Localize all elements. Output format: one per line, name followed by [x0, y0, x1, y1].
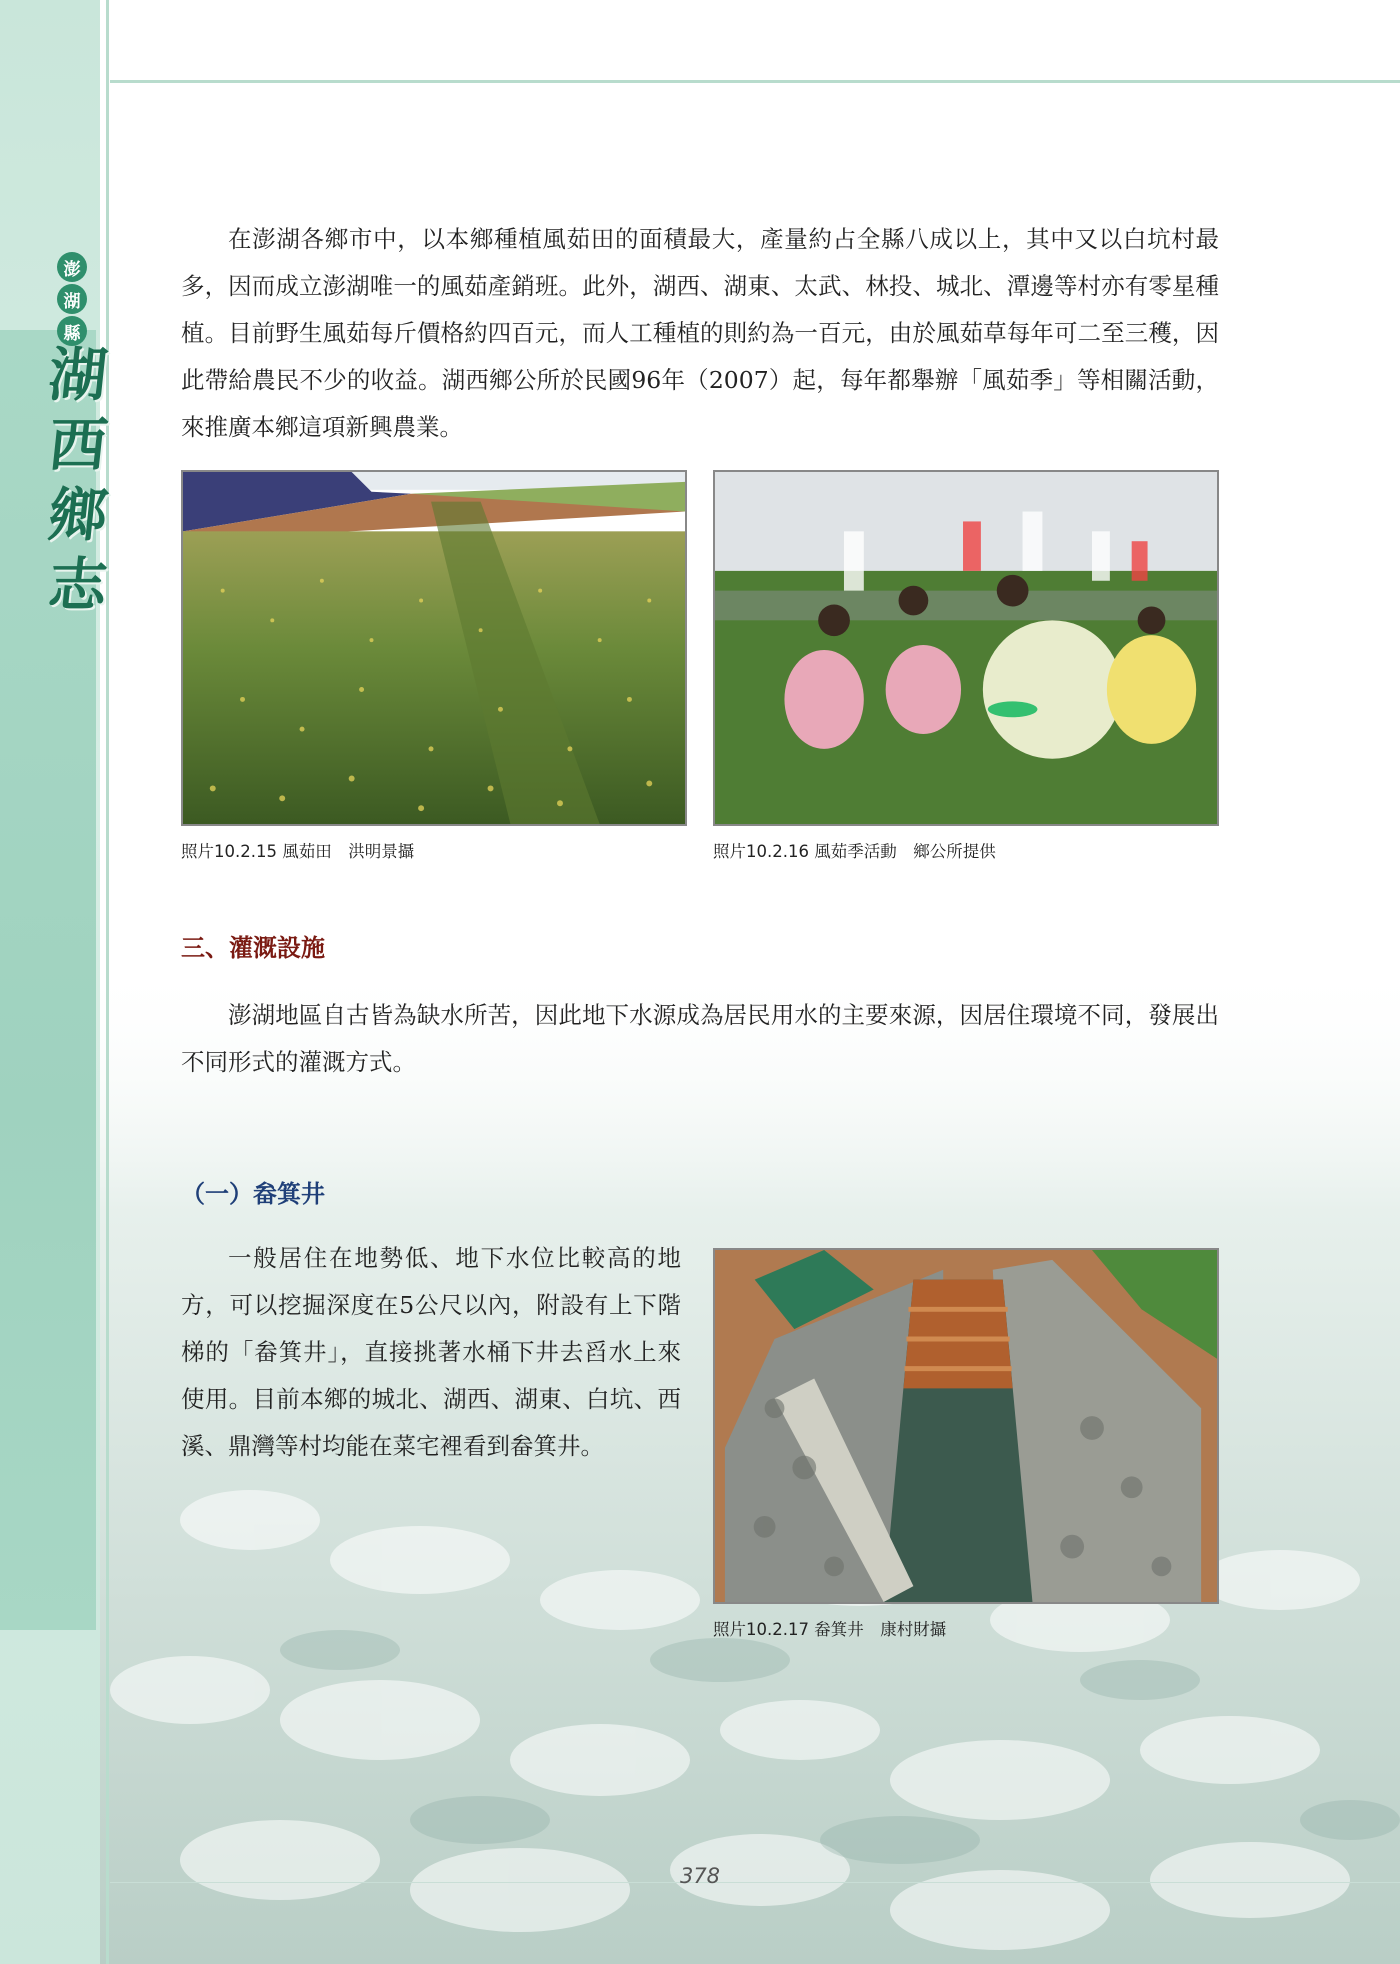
footer-rule [110, 1882, 1400, 1883]
book-title-char: 志 [45, 551, 111, 619]
county-name [57, 252, 91, 346]
book-title-char: 西 [45, 411, 111, 479]
county-char: 湖 [57, 284, 87, 314]
well-paragraph: 一般居住在地勢低、地下水位比較高的地方，可以挖掘深度在5公尺以內，附設有上下階梯的「畚箕井」，直接挑著水桶下井去舀水上來使用。目前本鄉的城北、湖西、湖東、白坑、西溪、鼎灣等村均能在菜宅裡看到畚箕井。 [181, 1244, 681, 1460]
field-photo [181, 470, 687, 826]
photo-caption: 照片10.2.17 畚箕井 康村財攝 [713, 1620, 947, 1639]
well-photo [713, 1248, 1219, 1604]
photo-caption: 照片10.2.15 風茹田 洪明景攝 [181, 842, 415, 861]
festival-photo [713, 470, 1219, 826]
photo-caption: 照片10.2.16 風茹季活動 鄉公所提供 [713, 842, 996, 861]
sidebar-rule [106, 0, 109, 1964]
county-char: 縣 [57, 316, 87, 346]
section-heading: 三、灌溉設施 [181, 933, 325, 962]
subsection-heading: （一）畚箕井 [181, 1179, 325, 1208]
header-rule [110, 80, 1400, 83]
book-title-char: 鄉 [45, 481, 111, 549]
book-title [45, 340, 111, 620]
irrigation-paragraph: 澎湖地區自古皆為缺水所苦，因此地下水源成為居民用水的主要來源，因居住環境不同，發展出不同形式的灌溉方式。 [181, 1001, 1219, 1076]
page-number: 378 [679, 1864, 721, 1888]
book-title-char: 湖 [45, 341, 111, 409]
county-char: 澎 [57, 252, 87, 282]
intro-paragraph: 在澎湖各鄉市中，以本鄉種植風茹田的面積最大，產量約占全縣八成以上，其中又以白坑村最多，因而成立澎湖唯一的風茹產銷班。此外，湖西、湖東、太武、林投、城北、潭邊等村亦有零星種植。目前野生風茹每斤價格約四百元，而人工種植的則約為一百元，由於風茹草每年可二至三穫，因此帶給農民不少的收益。湖西鄉公所於民國96年（2007）起，每年都舉辦「風茹季」等相關活動，來推廣本鄉這項新興農業。 [181, 225, 1219, 441]
